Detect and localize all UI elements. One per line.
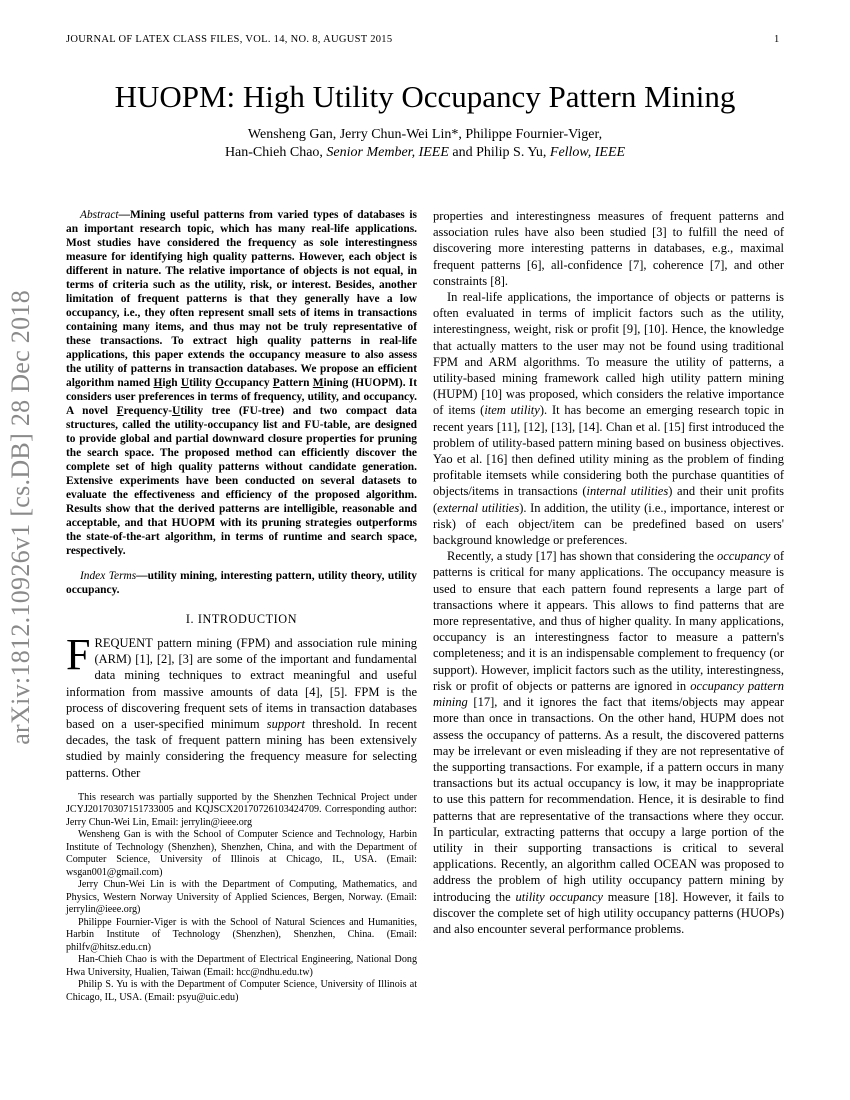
body-emphasis: internal utilities <box>586 484 669 499</box>
body-text: of patterns is critical for many applications. The occupancy measure is used to ensure that each pattern found represents a large part of transactions where it appears. This allows to find patterns that are more representative, and thus of higher quality. In many applications, occupancy is an interestingness factor to measure a pattern's completeness; and it is an indispensable complement to frequency (or support). However, implicit factors such as the utility, interestingness, risk or profit of objects or patterns are ignored in <box>433 549 784 693</box>
abstract-underlined-letter: U <box>172 405 181 417</box>
arxiv-identifier: arXiv:1812.10926v1 [cs.DB] 28 Dec 2018 <box>6 290 35 745</box>
left-column <box>66 208 417 1004</box>
author-names-part: Han-Chieh Chao, <box>224 145 327 160</box>
body-paragraph <box>433 289 784 548</box>
page-number: 1 <box>774 34 780 45</box>
right-column <box>433 208 784 937</box>
author-line-2 <box>0 144 850 162</box>
abstract-text: tility <box>189 377 216 389</box>
footnote-affiliation: Philip S. Yu is with the Department of Computer Science, University of Illinois at Chicago, IL, USA. (Email: psyu@uic.edu) <box>66 979 417 1003</box>
drop-cap: F <box>66 630 91 679</box>
abstract-text: (HUOPM). It considers user preferences in terms of frequency, utility, and occupancy. A novel <box>66 377 418 417</box>
body-text: ) and their unit profits ( <box>433 484 784 515</box>
body-text: ). In addition, the utility (i.e., importance, interest or risk) of each object/item can be predefined based on users' background knowledge or preferences. <box>433 500 784 548</box>
abstract-text: tree (FU-tree) and two compact data structures, called the utility-occupancy list and FU-table, are designed to provide global and partial downward closure properties for pruning the search space. The proposed method can efficiently discover the complete set of high quality patterns without candidate generation. Extensive experiments have been conducted on several datasets to evaluate the effectiveness and efficiency of the proposed algorithm. Results show that the derived patterns are intelligible, reasonable and acceptable, and that HUOPM with its pruning strategies outperforms the state-of-the-art algorithm, in terms of runtime and search space, respectively. <box>66 405 417 557</box>
intro-text: REQUENT pattern mining (FPM) and association rule mining (ARM) [1], [2], [3] are some of the important and fundamental data mining techniques to extract meaningful and useful information from massive amounts of data [4], [5]. FPM is the process of discovering frequent sets of items in transaction databases based on a user-specified minimum <box>66 636 417 732</box>
abstract-underlined-letter: F <box>116 405 124 417</box>
footnote-affiliation: Wensheng Gan is with the School of Computer Science and Technology, Harbin Institute of Technology (Shenzhen), Shenzhen, China, and with the Department of Computer Science, University of Illinois at Chicago, IL, USA. (Email: wsgan001@gmail.com) <box>66 829 417 878</box>
body-emphasis: occupancy pattern mining <box>433 678 784 710</box>
intro-emphasis: support <box>266 717 305 732</box>
body-text: Recently, a study [17] has shown that considering the <box>447 549 717 564</box>
abstract-underlined-letter: P <box>272 377 280 389</box>
abstract-text: ining <box>323 377 349 389</box>
body-emphasis: utility occupancy <box>515 889 603 904</box>
abstract <box>66 208 417 558</box>
abstract-underlined-letter: U <box>180 377 190 389</box>
author-names-part: and Philip S. Yu, <box>448 145 550 160</box>
body-paragraph: properties and interestingness measures of frequent patterns and association rules have also been studied [3] to fulfill the need of discovering more interesting patterns in databases, e.g., maximal frequent patterns [6], all-confidence [7], coherence [7], and other constraints [8]. <box>433 209 784 288</box>
author-line-1: Wensheng Gan, Jerry Chun-Wei Lin*, Philippe Fournier-Viger, <box>247 127 603 142</box>
body-text: ). It has become an emerging research topic in recent years [11], [12], [13], [14]. Chan et al. [15] first introduced the problem of utility-based pattern mining based on business objectives. Yao et al. [16] then defined utility mining as the problem of finding profitable itemsets while considering both the purchase quantities of objects/items in transactions ( <box>433 403 784 499</box>
section-heading: I. INTRODUCTION <box>185 612 298 626</box>
footnote-funding: This research was partially supported by the Shenzhen Technical Project under JCYJ20170307151733005 and KQJSCX20170726103424709. Corresponding author: Jerry Chun-Wei Lin, Email: jerrylin@ieee.org <box>66 791 417 828</box>
abstract-underlined-letter: M <box>312 377 324 389</box>
intro-paragraph <box>66 630 417 781</box>
index-terms <box>66 569 417 597</box>
footnote-affiliation: Jerry Chun-Wei Lin is with the Department of Computing, Mathematics, and Physics, Western Norway University of Applied Sciences, Bergen, Norway. (Email: jerrylin@ieee.org) <box>66 879 417 916</box>
abstract-text: requency- <box>123 405 173 417</box>
body-emphasis: occupancy <box>717 549 771 564</box>
intro-text: threshold. In recent decades, the task of frequent pattern mining has been extensively studied by mainly considering the frequency measure for selecting patterns. Other <box>66 717 417 780</box>
body-text: [17], and it ignores the fact that items/objects may appear more than once in transactions. On the other hand, HUPM does not assess the occupancy of patterns. As a result, the discovered patterns may be irrelevant or even misleading if they are not representative of the supporting transactions. For example, if a pattern occurs in many transactions but its actual occupancy is low, it may be inappropriate to use this pattern for recommendation. Hence, it is desirable to find patterns that are representative of the transactions where they occur. In particular, extracting patterns that occupy a large portion of the utility in their supporting transactions is critical to several applications. Recently, an algorithm called OCEAN was proposed to address the problem of high utility occupancy pattern mining by introducing the <box>433 695 784 904</box>
journal-header: JOURNAL OF LATEX CLASS FILES, VOL. 14, NO. 8, AUGUST 2015 <box>66 34 393 45</box>
abstract-underlined-letter: H <box>153 377 163 389</box>
abstract-text: tility <box>180 405 204 417</box>
abstract-text: ccupancy <box>223 377 270 389</box>
abstract-underlined-letter: O <box>215 377 224 389</box>
footnote-affiliation: Han-Chieh Chao is with the Department of Electrical Engineering, National Dong Hwa University, Hualien, Taiwan (Email: hcc@ndhu.edu.tw) <box>66 954 417 978</box>
footnote-affiliation: Philippe Fournier-Viger is with the School of Natural Sciences and Humanities, Harbin Institute of Technology (Shenzhen), Shenzhen, China. (Email: philfv@hitsz.edu.cn) <box>66 916 417 953</box>
body-text: measure [18]. However, it fails to discover the complete set of high utility occupancy patterns (HUOPs) and also encounter several performance problems. <box>433 889 784 936</box>
author-role: Fellow, IEEE <box>549 145 626 160</box>
abstract-text: —Mining useful patterns from varied types of databases is an important research topic, which has many real-life applications. Most studies have considered the frequency as sole interestingness measure for identifying high quality patterns. However, each object is different in nature. The relative importance of objects is not equal, in terms of criteria such as the utility, risk, or interest. Besides, another limitation of frequent patterns is that they generally have a low occupancy, i.e., they often represent small sets of items in transactions containing many items, and thus may not be truly representative of these transactions. To extract high quality patterns in real-life applications, this paper extends the occupancy measure to also assess the utility of patterns in transaction databases. We propose an efficient algorithm named <box>66 209 417 389</box>
footnotes <box>66 792 417 1005</box>
index-terms-label: Index Terms <box>80 570 137 582</box>
author-list <box>0 126 850 162</box>
abstract-text: attern <box>279 377 313 389</box>
body-text: In real-life applications, the importance of objects or patterns is often evaluated in terms of implicit factors such as the utility, interestingness, weight, risk or profit [9], [10]. Hence, the knowledge that actually matters to the user may not be found using traditional FPM and ARM algorithms. To measure the utility of patterns, a utility-based mining framework called high utility pattern mining (HUPM) [10] was proposed, which considers the relative importance of items ( <box>433 290 784 418</box>
body-emphasis: external utilities <box>437 500 520 515</box>
index-terms-text: —utility mining, interesting pattern, utility theory, utility occupancy. <box>66 570 417 596</box>
abstract-label: Abstract <box>80 209 119 221</box>
author-role: Senior Member, IEEE <box>326 145 449 160</box>
body-emphasis: item utility <box>484 403 540 418</box>
body-paragraph <box>433 548 784 937</box>
abstract-text: igh <box>162 377 181 389</box>
paper-title: HUOPM: High Utility Occupancy Pattern Mining <box>114 79 736 114</box>
